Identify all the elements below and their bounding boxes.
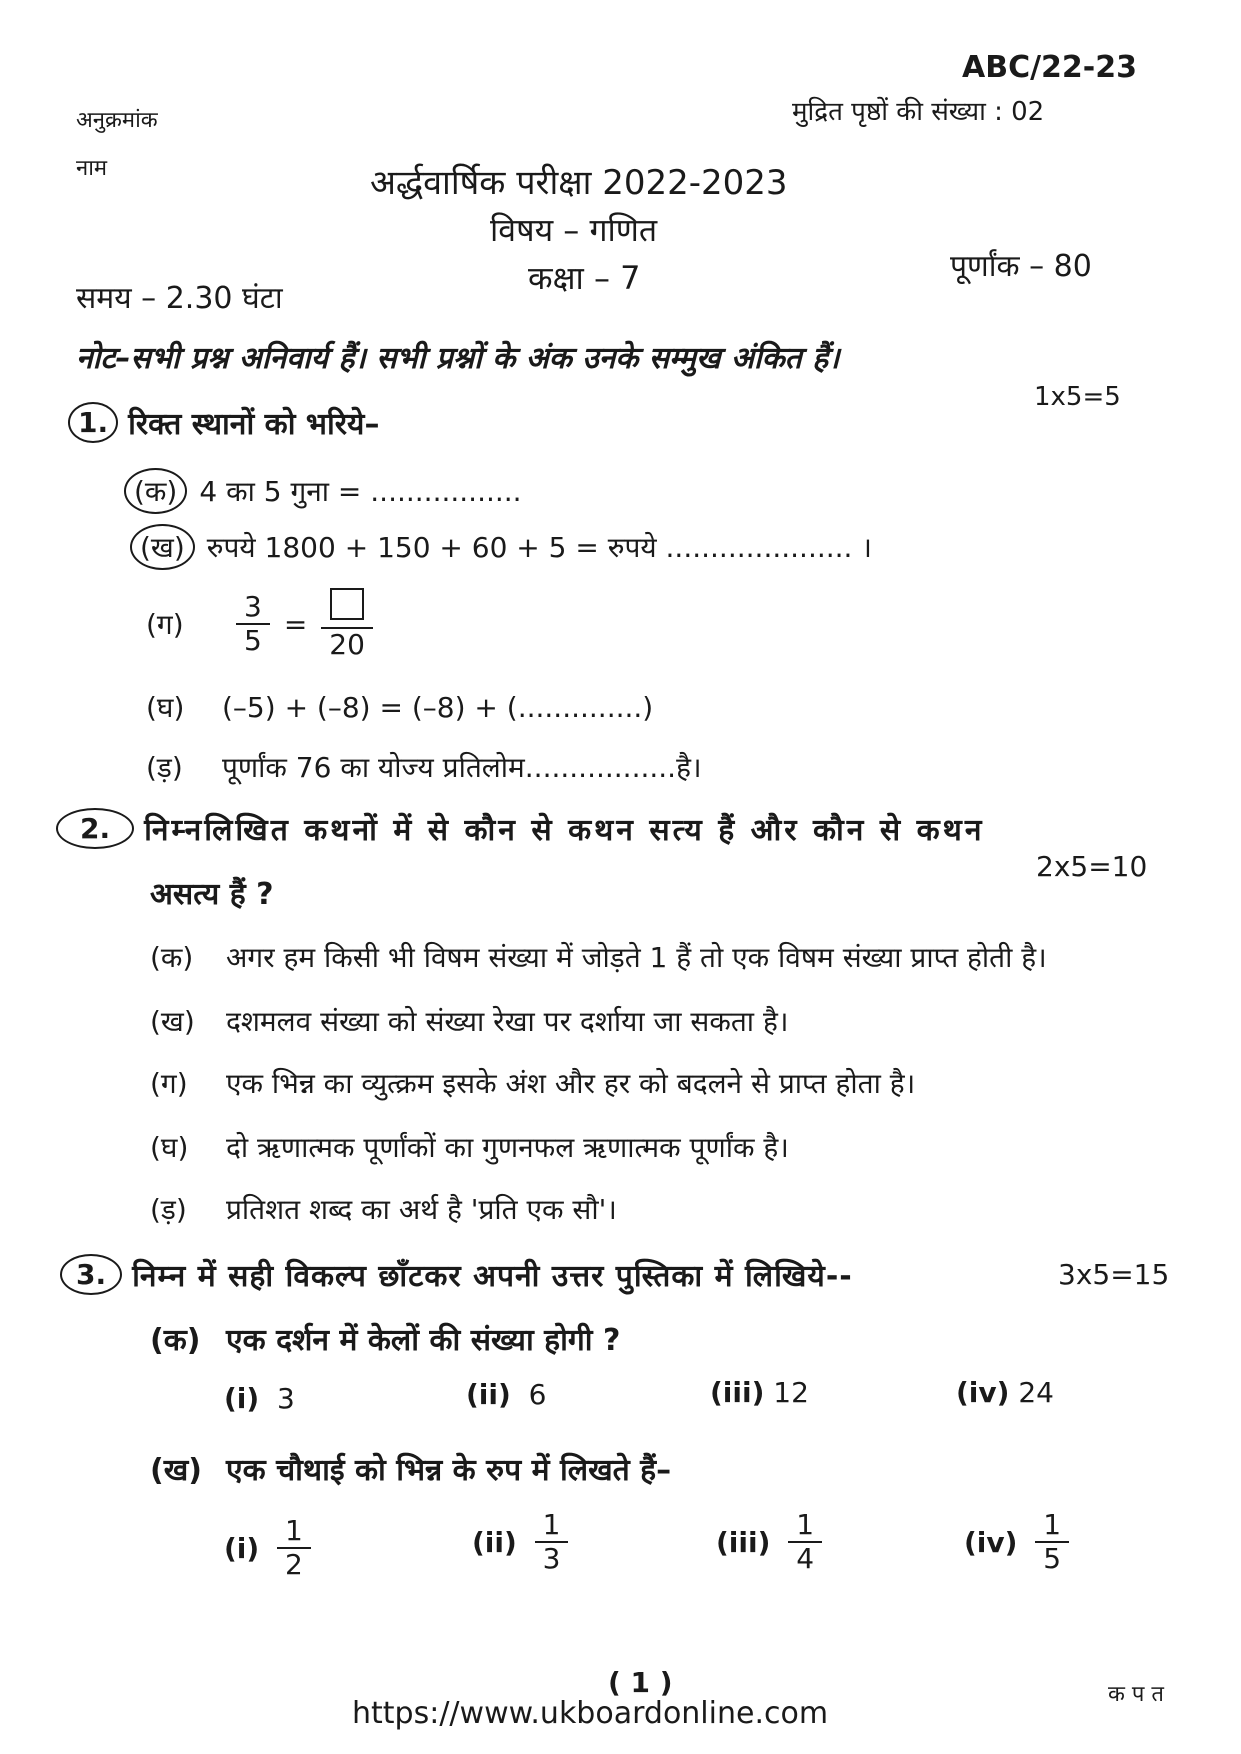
q2-statement-c [150,1064,915,1102]
option-i: (i) $\frac{1}{2}$ [224,1516,311,1581]
q2-statement-label: (ख) [150,1005,195,1038]
option-fraction: $\frac{1}{4}$ [788,1510,822,1575]
option-iv: (iv) $\frac{1}{5}$ [964,1510,1069,1575]
q3-number: 3. [60,1254,122,1295]
blank-box-numerator [322,588,372,627]
name-label: नाम [76,156,108,181]
q1-item-a-label: (क) [124,468,187,514]
q1-item-e-text: पूर्णांक 76 का योज्य प्रतिलोम.................है। [222,751,702,784]
q3-item-b-text: एक चौथाई को भिन्न के रुप में लिखते हैं– [226,1453,672,1488]
q2-statement-text: एक भिन्न का व्युत्क्रम इसके अंश और हर को बदलने से प्राप्त होता है। [226,1067,916,1100]
q1-item-e [146,748,702,786]
option-fraction: $\frac{1}{5}$ [1035,1510,1069,1575]
q2-statement-label: (घ) [150,1131,189,1164]
class-title: कक्षा – 7 [528,259,641,297]
q2-text-line2: असत्य हैं ? [150,877,274,912]
website-link[interactable]: https://www.ukboardonline.com [352,1696,829,1731]
q3-marks: 3x5=15 [1058,1258,1170,1291]
q2-statement-label: (क) [150,941,194,974]
exam-title: अर्द्धवार्षिक परीक्षा 2022-2023 [370,163,788,203]
q1-item-c-fraction [236,592,270,657]
option-i: (i) 3 [224,1382,295,1415]
q2-marks: 2x5=10 [1036,850,1148,883]
q2-heading [56,808,984,849]
printed-pages-label: मुद्रित पृष्ठों की संख्या : 02 [792,97,1045,127]
option-iv: (iv) 24 [956,1376,1054,1409]
q3-item-b [150,1448,671,1489]
option-ii: (ii) 6 [466,1378,547,1411]
q1-number: 1. [68,402,118,443]
option-fraction: $\frac{1}{3}$ [535,1510,569,1575]
q1-item-c [146,588,373,661]
option-iii: (iii) 12 [710,1376,809,1409]
q2-statement-e [150,1190,617,1228]
q1-item-a [124,468,522,514]
q3-item-a-text: एक दर्शन में केलों की संख्या होगी ? [226,1323,621,1358]
q2-statement-label: (ग) [150,1067,188,1100]
q1-item-d [146,688,653,726]
q2-statement-text: दशमलव संख्या को संख्या रेखा पर दर्शाया जा सकता है। [226,1005,789,1038]
q1-item-b [130,524,872,570]
q1-item-a-text: 4 का 5 गुना = ................. [199,475,522,508]
max-marks: पूर्णांक – 80 [950,249,1092,284]
q2-statement-text: अगर हम किसी भी विषम संख्या में जोड़ते 1 हैं तो एक विषम संख्या प्राप्त होती है। [226,941,1047,974]
option-ii: (ii) $\frac{1}{3}$ [472,1510,568,1575]
q1-marks: 1x5=5 [1034,382,1121,412]
roll-number-label: अनुक्रमांक [76,108,158,133]
answer-box-icon [330,588,364,620]
fraction-denominator: 5 [236,623,270,657]
q2-statement-b [150,1002,788,1040]
q2-statement-text: प्रतिशत शब्द का अर्थ है 'प्रति एक सौ'। [226,1193,617,1226]
time-duration: समय – 2.30 घंटा [76,281,283,316]
q1-item-b-text: रुपये 1800 + 150 + 60 + 5 = रुपये ..................... । [206,531,872,564]
q2-statement-a [150,938,1047,976]
paper-code: ABC/22-23 [962,50,1138,85]
q2-statement-d [150,1128,789,1166]
q1-item-c-label: (ग) [146,608,184,642]
option-fraction: $\frac{1}{2}$ [277,1516,311,1581]
subject-title: विषय – गणित [490,211,658,249]
q1-item-c-blank-fraction [321,588,373,661]
q2-statement-label: (ड़) [150,1193,187,1226]
fraction-numerator: 3 [244,590,262,623]
q3-item-a-options [224,1376,1124,1422]
q3-text: निम्न में सही विकल्प छाँटकर अपनी उत्तर पुस्तिका में लिखिये-- [132,1259,853,1294]
footer-code: क प त [1108,1682,1164,1707]
q1-item-e-label: (ड़) [146,751,183,784]
q3-item-b-label: (ख) [150,1453,202,1488]
equals-sign: = [283,607,308,641]
q3-item-a [150,1318,620,1359]
q1-item-b-label: (ख) [130,524,195,570]
fraction-denominator: 20 [321,627,373,661]
q1-item-d-label: (घ) [146,691,185,724]
q1-heading [68,402,379,443]
option-iii: (iii) $\frac{1}{4}$ [716,1510,822,1575]
q2-number: 2. [56,808,134,849]
page-number: ( 1 ) [608,1666,673,1699]
instructions-note: नोट–सभी प्रश्न अनिवार्य हैं। सभी प्रश्नों के अंक उनके सम्मुख अंकित हैं। [76,341,840,376]
q1-text: रिक्त स्थानों को भरिये– [128,407,380,442]
q1-item-d-text: (–5) + (–8) = (–8) + (..............) [222,690,654,724]
q2-text-line1: निम्नलिखित कथनों में से कौन से कथन सत्य हैं और कौन से कथन [144,813,985,848]
q3-item-b-options [224,1510,1124,1600]
q3-item-a-label: (क) [150,1323,201,1358]
q2-statement-text: दो ऋणात्मक पूर्णांकों का गुणनफल ऋणात्मक पूर्णांक है। [226,1131,789,1164]
q3-heading [60,1254,853,1295]
